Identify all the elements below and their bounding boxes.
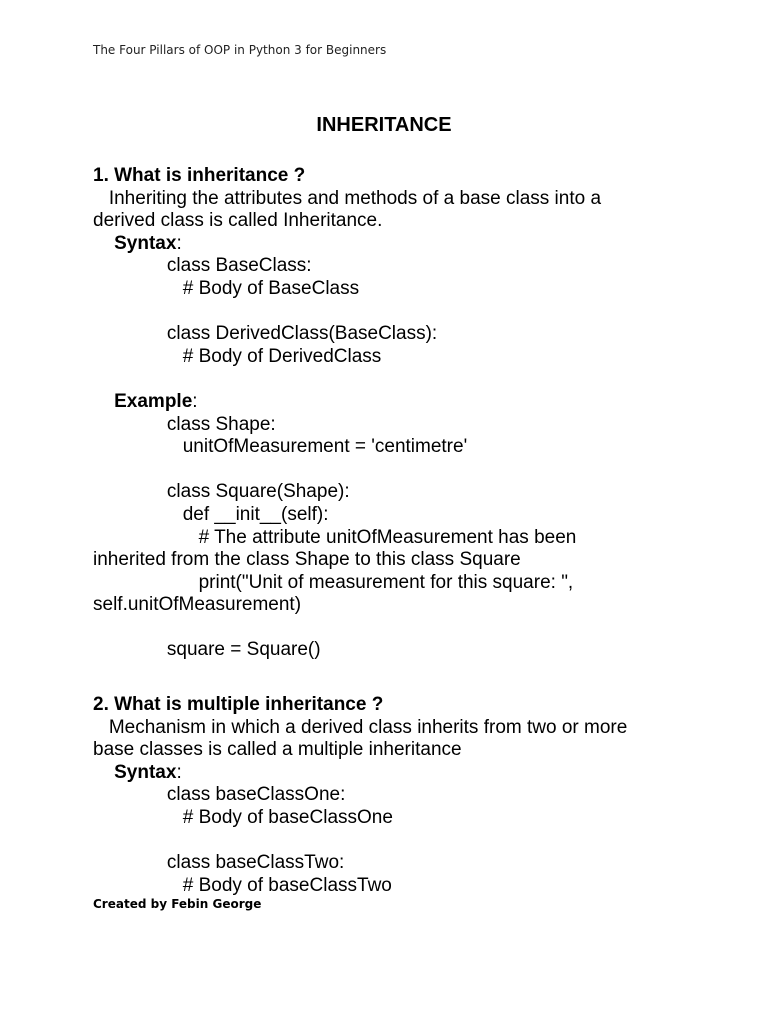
page-title: INHERITANCE [316,114,452,136]
syntax-label-line: Syntax: [114,232,182,254]
code-line: inherited from the class Shape to this class Square [93,549,521,571]
code-line: class baseClassTwo: [93,852,345,874]
definition-line: base classes is called a multiple inheritance [93,739,462,761]
code-line: # Body of baseClassTwo [93,874,392,896]
code-line: print("Unit of measurement for this square: ", [93,571,574,593]
spacer [93,368,733,391]
example-label-line: Example: [114,390,198,412]
code-line: # Body of baseClassOne [93,807,393,829]
syntax-label: Syntax [114,232,177,254]
definition-line: Inheriting the attributes and methods of a base class into a [93,187,602,209]
example-label: Example [114,390,193,412]
code-line: def __init__(self): [93,503,329,525]
definition-line: derived class is called Inheritance. [93,210,383,232]
code-line: # Body of DerivedClass [93,345,382,367]
code-line: class DerivedClass(BaseClass): [93,323,438,345]
code-line: # Body of BaseClass [93,277,360,299]
code-line: self.unitOfMeasurement) [93,594,302,616]
code-line: class baseClassOne: [93,784,346,806]
code-line: class BaseClass: [93,255,312,277]
code-line: class Shape: [93,413,276,435]
syntax-label-line: Syntax: [114,761,182,783]
spacer [93,662,733,694]
running-header: The Four Pillars of OOP in Python 3 for Beginners [93,43,387,57]
section-heading: 1. What is inheritance ? [93,165,306,186]
definition-line: Mechanism in which a derived class inherits from two or more [93,716,628,738]
syntax-label: Syntax [114,761,177,783]
code-line: # The attribute unitOfMeasurement has been [93,526,577,548]
document-body [93,165,733,897]
footer-credit: Created by Febin George [93,897,262,911]
code-line [93,617,733,640]
section-heading: 2. What is multiple inheritance ? [93,694,384,716]
code-line: class Square(Shape): [93,481,350,503]
code-line [93,459,733,482]
code-line [93,830,733,853]
code-line: unitOfMeasurement = 'centimetre' [93,436,468,458]
code-line [93,301,733,324]
code-line: square = Square() [93,639,321,661]
